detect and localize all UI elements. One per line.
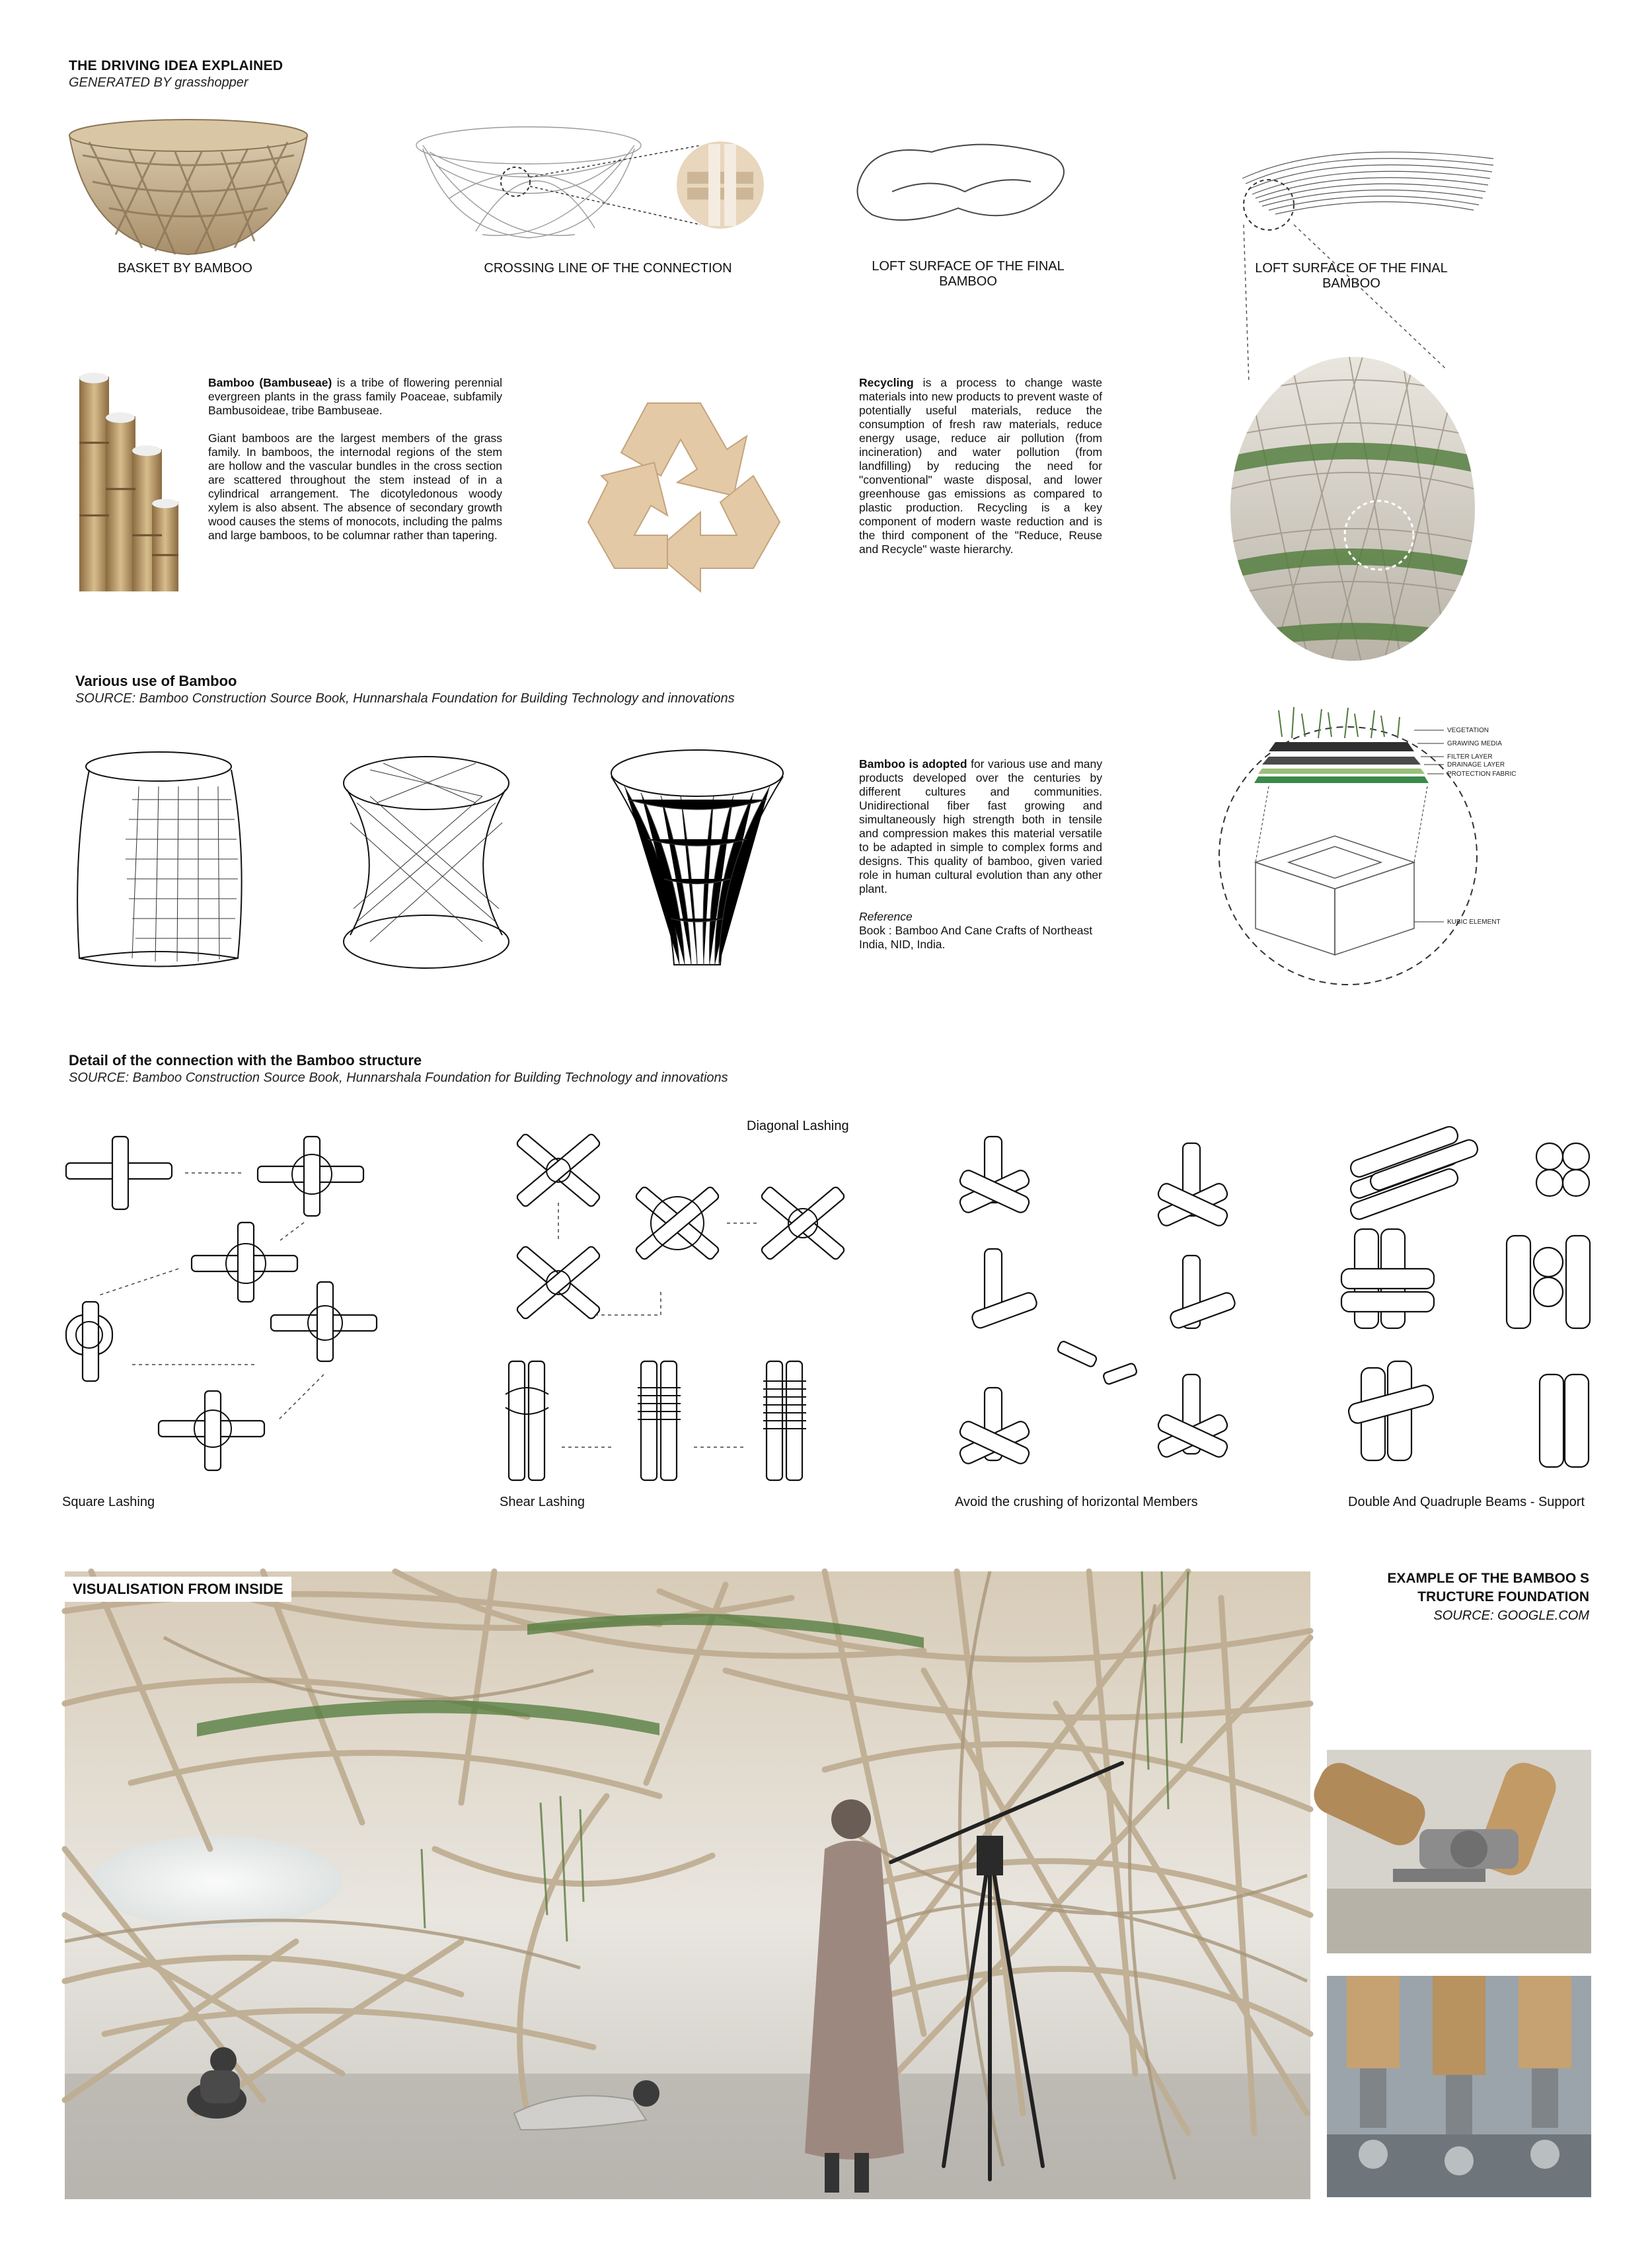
- caption-loft-surface-1: LOFT SURFACE OF THE FINAL BAMBOO: [872, 259, 1065, 289]
- bamboo-p2: Giant bamboos are the largest members of the grass family. In bamboos, the internodal regions of the stem are hollow and the vascular bundles in the cross section are scattered throughout the stem instead of in a cylindrical arrangement. The dicotyledonous woody xylem is also absent. The absence of secondary growth wood causes the stems of monocots, including the palms and large bamboos, to be columnar rather than tapering.: [208, 432, 502, 542]
- caption-shear-lashing: Shear Lashing: [500, 1495, 585, 1509]
- square-lashing-sketch: [59, 1137, 416, 1480]
- visualisation-tag: VISUALISATION FROM INSIDE: [65, 1577, 291, 1602]
- adopted-lead: Bamboo is adopted: [859, 757, 967, 771]
- recycle-icon: [568, 377, 793, 601]
- layer-label-filter: FILTER LAYER: [1447, 753, 1493, 761]
- woven-stool-sketch: [330, 750, 522, 975]
- woven-basket-sketch: [66, 747, 258, 978]
- uses-section-source: SOURCE: Bamboo Construction Source Book, Hunnarshala Foundation for Building Technology and innovations: [75, 691, 735, 706]
- uses-section-title: Various use of Bamboo: [75, 673, 237, 689]
- bamboo-p1: is a tribe of flowering perennial evergreen plants in the grass family Poaceae, subfamily Bambusoideae, tribe Bambuseae.: [208, 376, 503, 417]
- layer-label-kubic: KUBIC ELEMENT: [1447, 919, 1501, 926]
- foundation-photo-1: [1327, 1750, 1591, 1953]
- foundation-title-line1: EXAMPLE OF THE BAMBOO S: [1387, 1571, 1589, 1586]
- page-title: THE DRIVING IDEA EXPLAINED: [69, 58, 283, 73]
- adopted-description: [859, 757, 1102, 952]
- foundation-source: SOURCE: GOOGLE.COM: [1433, 1608, 1589, 1623]
- crushing-avoidance-sketch: [945, 1137, 1262, 1480]
- crossing-line-diagram: [410, 119, 780, 251]
- bamboo-basket-image: [63, 116, 314, 261]
- connection-section-source: SOURCE: Bamboo Construction Source Book, Hunnarshala Foundation for Building Technology and innovations: [69, 1071, 728, 1085]
- recycling-description: [859, 376, 1102, 570]
- bamboo-description: [208, 376, 502, 556]
- page-subtitle: GENERATED BY grasshopper: [69, 75, 248, 90]
- adopted-body: for various use and many products developed over the centuries by different cultures and communities. Unidirectional fiber fast growing and simultaneously high strength both in tensile and compression makes this material versatile to be adapted in simple to complex forms and designs. This quality of bamboo, given varied role in human cultural evolution than any other plant.: [859, 757, 1102, 895]
- connection-section-title: Detail of the connection with the Bamboo structure: [69, 1052, 422, 1069]
- woven-vase-sketch: [601, 747, 793, 978]
- green-roof-layers-diagram: [1216, 691, 1517, 1021]
- shear-lashing-sketch: [496, 1355, 852, 1487]
- caption-loft-surface-2: LOFT SURFACE OF THE FINAL BAMBOO: [1255, 261, 1448, 291]
- interior-visualisation-render: [65, 1571, 1310, 2199]
- bamboo-stems-image: [66, 370, 185, 595]
- foundation-title-line2: TRUCTURE FOUNDATION: [1417, 1589, 1589, 1604]
- layer-label-vegetation: VEGETATION: [1447, 727, 1489, 734]
- bamboo-lead: Bamboo (Bambuseae): [208, 376, 332, 389]
- caption-basket: BASKET BY BAMBOO: [118, 261, 252, 276]
- foundation-photo-2: [1327, 1976, 1591, 2197]
- layer-label-growing-media: GRAWING MEDIA: [1447, 740, 1502, 747]
- reference-text: Book : Bamboo And Cane Crafts of Northeast India, NID, India.: [859, 924, 1093, 951]
- layer-label-protection: PROTECTION FABRIC: [1447, 771, 1517, 778]
- recycling-body: is a process to change waste materials into new products to prevent waste of potentially useful materials, reduce the consumption of fresh raw materials, reduce energy usage, reduce air pollution (from incineration) and water pollution (from landfilling) by reducing the need for "conventional" waste disposal, and lower greenhouse gas emissions as compared to plastic production. Recycling is a key component of modern waste reduction and is the third component of the "Reduce, Reuse and Recycle" waste hierarchy.: [859, 376, 1102, 556]
- diagonal-lashing-label: Diagonal Lashing: [747, 1119, 849, 1133]
- layer-label-drainage: DRAINAGE LAYER: [1447, 761, 1505, 769]
- green-sphere-render: [1230, 357, 1475, 667]
- loft-surface-outline: [852, 129, 1077, 235]
- caption-square-lashing: Square Lashing: [62, 1495, 155, 1509]
- caption-double-quadruple-beams: Double And Quadruple Beams - Support: [1348, 1495, 1585, 1509]
- double-quadruple-beams-sketch: [1341, 1123, 1619, 1474]
- diagonal-lashing-sketch: [496, 1123, 866, 1335]
- foundation-title: [1322, 1569, 1589, 1625]
- recycling-lead: Recycling: [859, 376, 914, 389]
- reference-label: Reference: [859, 910, 913, 923]
- caption-crushing-avoidance: Avoid the crushing of horizontal Members: [955, 1495, 1198, 1509]
- caption-crossing-line: CROSSING LINE OF THE CONNECTION: [484, 261, 732, 276]
